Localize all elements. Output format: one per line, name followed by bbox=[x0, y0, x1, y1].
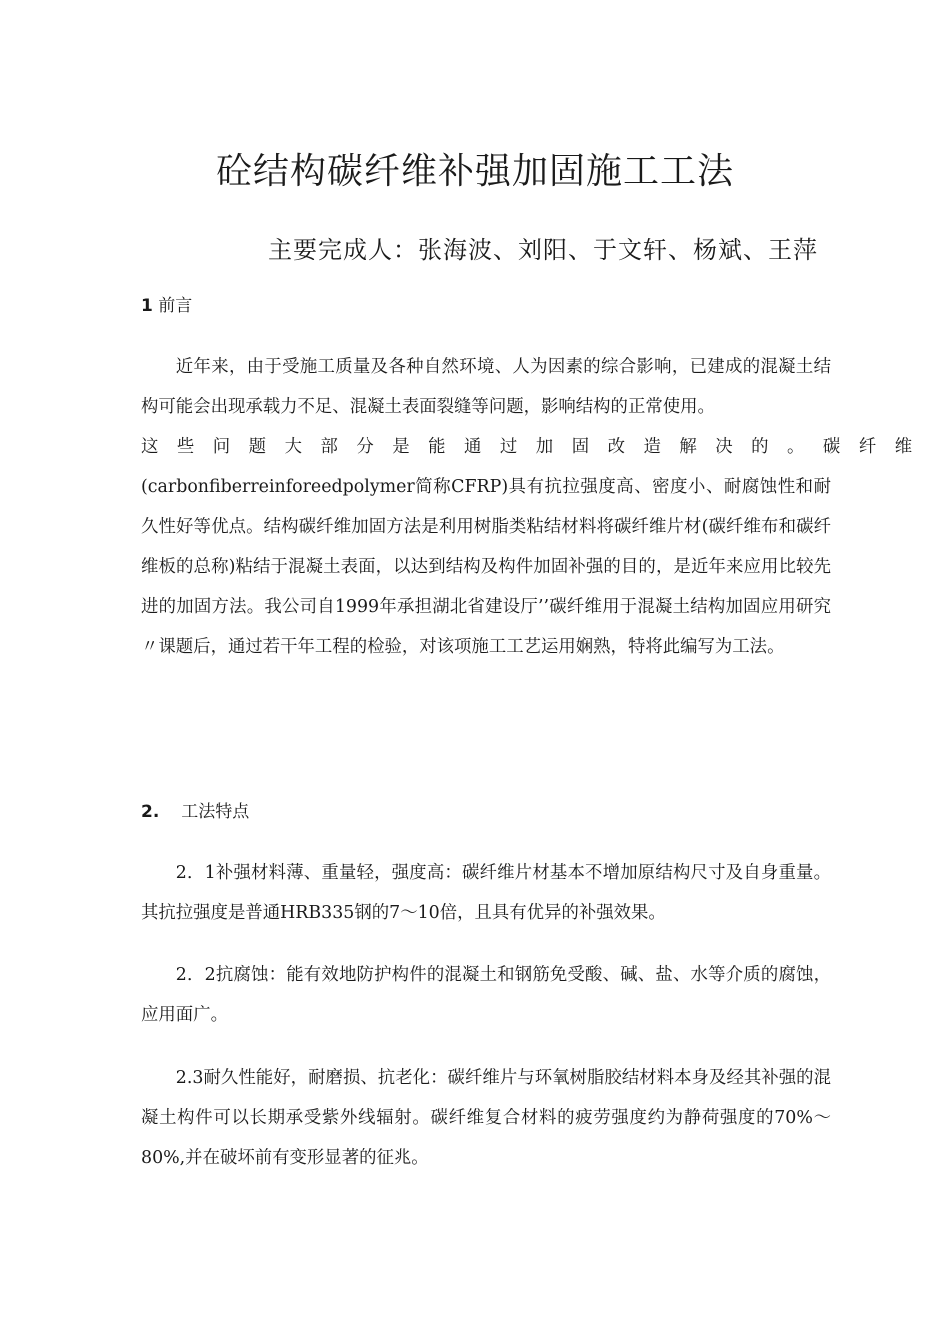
section-1-paragraph-b: 这些问题大部分是能通过加固改造解决的。碳纤维 bbox=[141, 437, 931, 457]
document-title: 砼结构碳纤维补强加固施工工法 bbox=[215, 151, 734, 192]
section-2-number: 2. bbox=[141, 802, 160, 822]
section-1-number: 1 bbox=[141, 296, 153, 316]
section-1-paragraph-a: 近年来，由于受施工质量及各种自然环境、人为因素的综合影响，已建成的混凝土结构可能会出现承载力不足、混凝土表面裂缝等问题，影响结构的正常使用。 bbox=[141, 357, 831, 417]
section-2-item: 2．1补强材料薄、重量轻，强度高：碳纤维片材基本不增加原结构尺寸及自身重量。其抗拉强度是普通HRB335钢的7〜10倍，且具有优异的补强效果。 bbox=[141, 863, 831, 923]
section-2-heading bbox=[141, 799, 249, 825]
section-1-paragraph-c: (carbonfiberreinforeedpolymer简称CFRP)具有抗拉强度高、密度小、耐腐蚀性和耐久性好等优点。结构碳纤维加固方法是利用树脂类粘结材料将碳纤维片材(碳纤维布和碳纤维板的总称)粘结于混凝土表面，以达到结构及构件加固补强的目的，是近年来应用比较先进的加固方法。我公司自1999年承担湖北省建设厅’’碳纤维用于混凝土结构加固应用研究〃课题后，通过若干年工程的检验，对该项施工工艺运用娴熟，特将此编写为工法。 bbox=[141, 477, 831, 657]
section-1-heading bbox=[141, 293, 192, 319]
section-2-item: 2．2抗腐蚀：能有效地防护构件的混凝土和钢筋免受酸、碱、盐、水等介质的腐蚀，应用面广。 bbox=[141, 965, 831, 1025]
section-2-title: 工法特点 bbox=[181, 802, 250, 822]
section-1-paragraph bbox=[141, 347, 931, 667]
section-2-item: 2.3耐久性能好，耐磨损、抗老化：碳纤维片与环氧树脂胶结材料本身及经其补强的混凝土构件可以长期承受紫外线辐射。碳纤维复合材料的疲劳强度约为静荷强度的70%〜80%,并在破坏前有变形显著的征兆。 bbox=[141, 1068, 831, 1168]
authors-line: 主要完成人：张海波、刘阳、于文轩、杨斌、王萍 bbox=[268, 236, 818, 264]
section-1-title: 前言 bbox=[158, 296, 193, 316]
